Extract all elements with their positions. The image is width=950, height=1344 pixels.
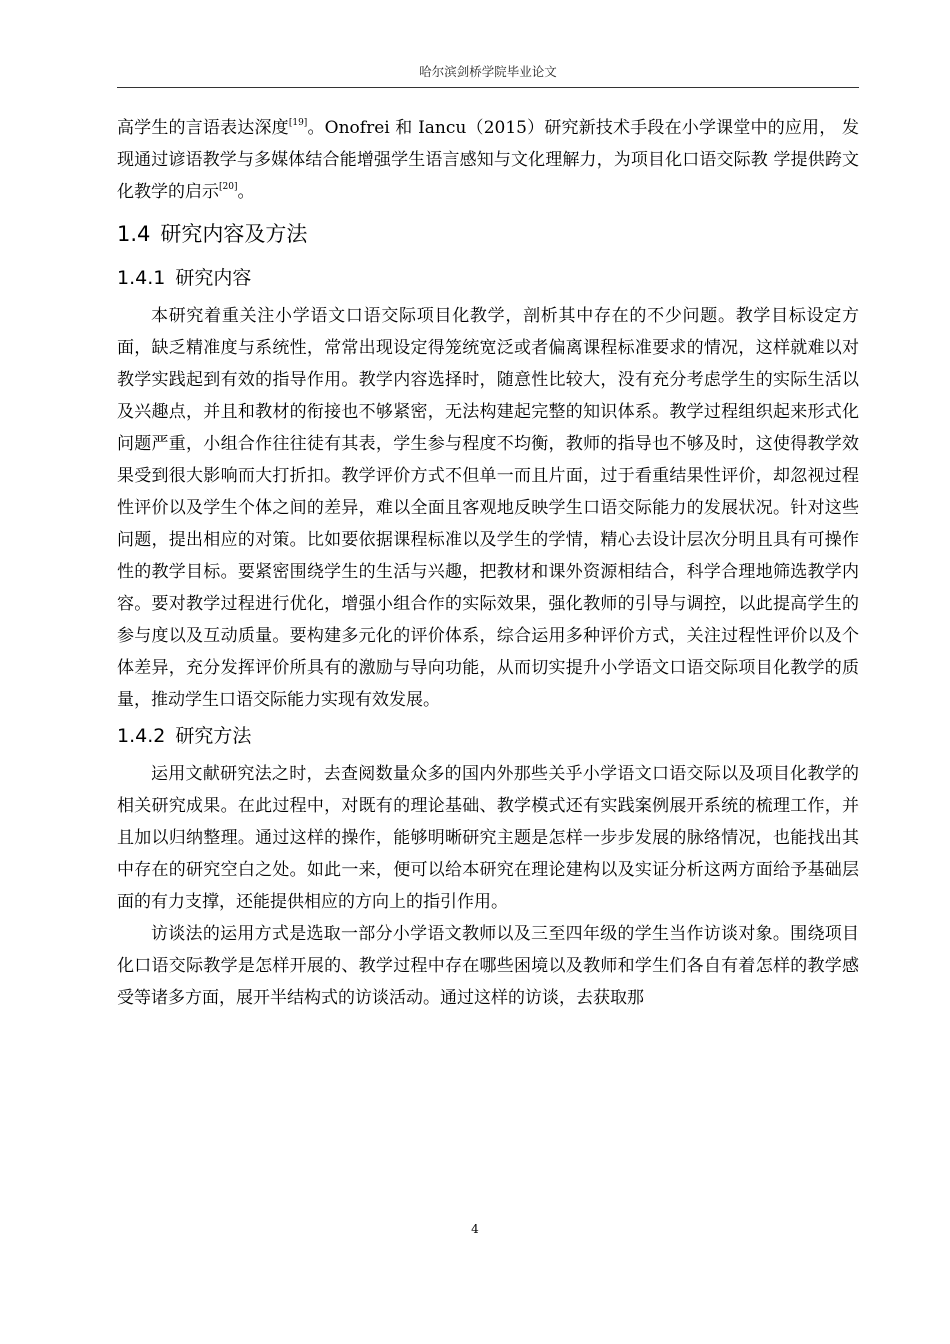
citation-19: [19] (288, 118, 308, 128)
subsection-number-2: 1.4.2 (117, 725, 166, 747)
subsection-title-2: 研究方法 (175, 725, 252, 747)
research-content-paragraph: 本研究着重关注小学语文口语交际项目化教学，剖析其中存在的不少问题。教学目标设定方面，缺乏精准度与系统性，常常出现设定得笼统宽泛或者偏离课程标准要求的情况，这样就难以对教学实践起到有效的指导作用。教学内容选择时，随意性比较大，没有充分考虑学生的实际生活以及兴趣点，并且和教材的衔接也不够紧密，无法构建起完整的知识体系。教学过程组织起来形式化问题严重，小组合作往往徒有其表，学生参与程度不均衡，教师的指导也不够及时，这使得教学效果受到很大影响而大打折扣。教学评价方式不但单一而且片面，过于看重结果性评价，却忽视过程性评价以及学生个体之间的差异，难以全面且客观地反映学生口语交际能力的发展状况。针对这些问题，提出相应的对策。比如要依据课程标准以及学生的学情，精心去设计层次分明且具有可操作性的教学目标。要紧密围绕学生的生活与兴趣，把教材和课外资源相结合，科学合理地筛选教学内容。要对教学过程进行优化，增强小组合作的实际效果，强化教师的引导与调控，以此提高学生的参与度以及互动质量。要构建多元化的评价体系，综合运用多种评价方式，关注过程性评价以及个体差异，充分发挥评价所具有的激励与导向功能，从而切实提升小学语文口语交际项目化教学的质量，推动学生口语交际能力实现有效发展。 (117, 306, 859, 710)
header-rule (117, 87, 859, 88)
intro-paragraph (117, 112, 859, 208)
section-heading (117, 214, 859, 254)
page-body (117, 112, 859, 1014)
intro-text-2: 。Onofrei 和 Iancu（2015）研究新技术手段在小学课堂中的应用， 发现通过谚语教学与多媒体结合能增强学生语言感知与文化理解力，为项目化口语交际教 学提供跨文化教学的启示 (117, 118, 860, 202)
citation-20: [20] (219, 182, 238, 192)
subsection-heading-1 (117, 260, 859, 296)
intro-text-1: 高学生的言语表达深度 (117, 118, 289, 138)
section-title: 研究内容及方法 (160, 222, 308, 246)
page-number: 4 (471, 1222, 479, 1236)
section-number: 1.4 (117, 222, 151, 246)
literature-method-paragraph: 运用文献研究法之时，去查阅数量众多的国内外那些关乎小学语文口语交际以及项目化教学的相关研究成果。在此过程中，对既有的理论基础、教学模式还有实践案例展开系统的梳理工作，并且加以归纳整理。通过这样的操作，能够明晰研究主题是怎样一步步发展的脉络情况，也能找出其中存在的研究空白之处。如此一来，便可以给本研究在理论建构以及实证分析这两方面给予基础层面的有力支撑，还能提供相应的方向上的指引作用。 (117, 764, 859, 912)
subsection-heading-2 (117, 718, 859, 754)
subsection-title-1: 研究内容 (175, 267, 252, 289)
running-header: 哈尔滨剑桥学院毕业论文 (419, 64, 557, 79)
interview-method-paragraph: 访谈法的运用方式是选取一部分小学语文教师以及三至四年级的学生当作访谈对象。围绕项目化口语交际教学是怎样开展的、教学过程中存在哪些困境以及教师和学生们各自有着怎样的教学感受等诸多方面，展开半结构式的访谈活动。通过这样的访谈，去获取那 (117, 924, 859, 1008)
intro-text-3: 。 (237, 182, 255, 202)
subsection-number-1: 1.4.1 (117, 267, 166, 289)
